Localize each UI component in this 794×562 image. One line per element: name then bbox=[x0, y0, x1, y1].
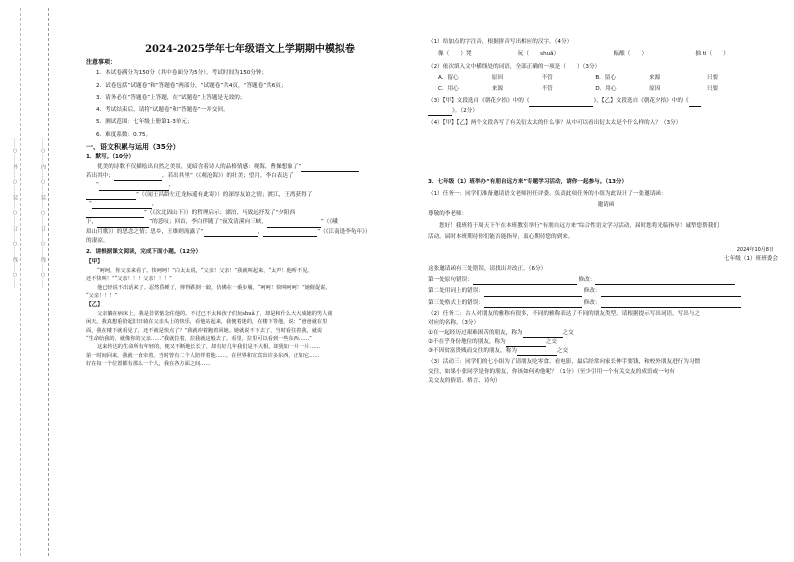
answer-blank[interactable] bbox=[484, 301, 582, 308]
question-1-heading: 1．默写。（10分） bbox=[86, 154, 135, 161]
question-2-heading: 2．请根据课文阅读，完成下面小题。（12分） bbox=[86, 249, 202, 256]
answer-blank[interactable] bbox=[301, 165, 359, 172]
q3-task3: （3）活动三：同学们的七小组为了请朋友吃零食、看电影，最后经常向家长伸手要钱，和校外朋友进行为习惯 bbox=[428, 359, 701, 366]
pinyin-item: 抽 ti（ ） bbox=[695, 51, 729, 58]
choice-cell[interactable]: B．留心 bbox=[595, 74, 616, 81]
answer-blank[interactable] bbox=[86, 211, 144, 218]
q1-line: 眉山月歌》）的思念之情；思乡，王维则流露了“ ， ”（《江南逢李龟年》） bbox=[86, 228, 414, 237]
choice-cell: 原因 bbox=[491, 74, 503, 81]
passage-yi bbox=[86, 310, 414, 369]
answer-blank[interactable] bbox=[523, 331, 563, 338]
q2-sub4: （4）【甲】【乙】两个文段各写了有关衍太太的什么事？从中可以看出衍太太是个什么样的人？（3分） bbox=[428, 120, 682, 127]
passage-line: 他已经说不出话来了。忍然昏睡了，摔得跌倒一跤，仿佛在一番步履。“呵呵！快叫呵呵！”她催促说。 bbox=[97, 284, 331, 291]
invitation-body: 您好！我班将于周天下午在本班教室举行“有朋自远方来”综合性语文学习活动，届时您将光临指导！诚挚您帮我们 bbox=[439, 222, 719, 229]
q1-line: ”（《次北固山下》）的哲理启示；漂泊，马致远抒发了“夕阳西 bbox=[86, 209, 414, 218]
choice-cell: 来源 bbox=[491, 86, 503, 93]
q3-find: 这张邀请函有三处错误，请找出并改正。（6分） bbox=[428, 265, 547, 272]
q3-task1: （1）任务一：同学们准备邀请语文老师担任评委，负责此项任务的小组为此设计了一张邀请函： bbox=[428, 190, 667, 197]
binding-line-inner bbox=[48, 8, 49, 556]
answer-blank[interactable] bbox=[263, 230, 317, 237]
q2-sub3: （3）【甲】文段选自《朝花夕拾》中的《 》，【乙】文段选自《朝花夕拾》中的《 bbox=[428, 97, 784, 106]
invitation-title: 邀请函 bbox=[597, 201, 615, 208]
notice-item: 3．请务必在“答题卷”上答题，在“试题卷”上答题是无效的； bbox=[96, 94, 246, 101]
choice-cell: 只要 bbox=[706, 74, 719, 81]
answer-blank[interactable] bbox=[99, 184, 169, 191]
q2-sub1: （1）给加点的字注音，根据拼音写出相应的汉字。（4分） bbox=[428, 39, 573, 45]
section-heading: 一、语文积累与运用（35分） bbox=[86, 143, 180, 152]
answer-blank[interactable] bbox=[114, 174, 162, 181]
answer-blank[interactable] bbox=[506, 340, 546, 347]
error-line: 第一处原句错误： 修改： bbox=[428, 276, 784, 285]
choice-row bbox=[428, 74, 784, 83]
answer-blank[interactable] bbox=[473, 278, 577, 285]
binding-line-outer bbox=[20, 8, 21, 556]
exam-title: 2024-2025学年七年级语文上学期期中模拟卷 bbox=[145, 44, 355, 55]
answer-blank[interactable] bbox=[595, 278, 735, 285]
error-line: 第三处格式上的错误： 修改： bbox=[428, 299, 784, 308]
passage-line: “呵呵，你父亲来看了。快呵呵！”白太太说，“父亲！父亲！”我就叫起来，“太声！他听不见。 bbox=[97, 267, 313, 274]
invitation-body: 活动。届时本班期待你们能否能指导，衷心期待您的到来。 bbox=[428, 233, 574, 240]
passage-jia-tag: 【甲】 bbox=[86, 258, 103, 265]
choice-cell[interactable]: A．留心 bbox=[438, 74, 459, 81]
answer-blank[interactable] bbox=[267, 221, 321, 228]
q3-task3-cont: 交往，如果小张同学是你的朋友，你该如何劝他呢？（1分）（至少引用一个有关交友的成语或一句有 bbox=[428, 368, 675, 375]
q1-line: 若出其中； ，若出其里”（《观沧海》）的壮美；望月，李白表达了 bbox=[86, 172, 414, 181]
notice-item: 5．测试范围：七年级上册第1-3单元； bbox=[96, 119, 193, 126]
binding-label-inner: ……○……内……○……装……○……订……○……线……○…… bbox=[40, 138, 46, 288]
notice-item: 2．试卷包括“试题卷”和“答题卷”两部分，“试题卷”共4页，“答题卷”共6页； bbox=[96, 82, 287, 89]
q2-sub3-end: 》。（2分） bbox=[428, 107, 784, 116]
invitation-date: 2024年10月8日 bbox=[736, 247, 774, 254]
q1-line: 优美的诗歌不仅描绘出自然之美景，更暗含着诗人的品格情感：观海，曹操想象了“ bbox=[86, 163, 414, 172]
answer-blank[interactable] bbox=[529, 100, 593, 107]
notice-heading: 注意事项： bbox=[86, 59, 117, 66]
passage-line: “父亲！！！” bbox=[86, 293, 118, 300]
answer-blank[interactable] bbox=[689, 100, 701, 107]
passage-line: 第一时间回来，我就一直牵着。当时曾有二个人陪伴着他……，在世界和宣宾出许多东西，正如它…… bbox=[86, 352, 320, 359]
left-column bbox=[86, 58, 414, 369]
invitation-greeting: 尊敬的李老师： bbox=[428, 211, 468, 218]
binding-label-outer: ……○……外……○……装……○……订……○……线……○…… bbox=[12, 138, 18, 288]
passage-line: 好在每一个位置都有那么一个人，我在各方面之间…… bbox=[86, 361, 211, 368]
passage-jia bbox=[86, 267, 414, 301]
question-3-heading: 3．七年级（1）班举办“有朋自远方来”专题学习活动，请你一起参与。（13分） bbox=[428, 179, 628, 186]
error-line: 第二处用词上的错误： 修改： bbox=[428, 287, 784, 296]
q3-task2-cont: 对应的名称。（3分） bbox=[428, 320, 480, 327]
q2-sub1-row bbox=[428, 50, 784, 59]
answer-blank[interactable] bbox=[204, 230, 258, 237]
q1-line: “ ， bbox=[86, 181, 414, 190]
pinyin-item: 酝酿（ ） bbox=[613, 51, 648, 58]
passage-line: 闲天。我真想重拾起旧日骑在父亲头上的快乐，看他站起来，我便着迷的，在楼下等他，说：“爸爸就在里 bbox=[86, 319, 328, 326]
pinyin-item: 玩（ shuǎ） bbox=[517, 51, 560, 58]
passage-line: 还不快叫！”“父亲！！！父亲！！！” bbox=[86, 276, 172, 283]
choice-cell: 原因 bbox=[649, 86, 661, 93]
choice-cell: 只要 bbox=[706, 86, 719, 93]
t2-item: ②不在乎身份地位的朋友，称为 之交 bbox=[428, 338, 784, 347]
q3-task3-cont: 关交友的俗语、格言、诗句） bbox=[428, 378, 501, 385]
q3-task2: （2）任务二：古人对朋友的雅称有很多，不同的雅称表达了不同的朋友类型。请根据提示写出词语，写出与之 bbox=[428, 310, 701, 317]
choice-cell[interactable]: C．用心 bbox=[438, 86, 459, 93]
answer-blank[interactable] bbox=[97, 221, 149, 228]
q1-line: 的凄凉。 bbox=[86, 238, 109, 245]
answer-blank[interactable] bbox=[92, 202, 152, 209]
choice-cell: 来源 bbox=[649, 74, 661, 81]
choice-cell: 不管 bbox=[541, 86, 553, 93]
choice-cell[interactable]: D．用心 bbox=[595, 86, 617, 93]
invitation-sign: 七年级（1）班班委会 bbox=[724, 256, 778, 263]
q1-line: “ ， bbox=[86, 200, 414, 209]
passage-yi-tag: 【乙】 bbox=[86, 301, 103, 308]
choice-cell: 不管 bbox=[541, 74, 553, 81]
notice-item: 4．考试结束后，请将“试题卷”和“答题卷”一并交回。 bbox=[96, 107, 229, 114]
answer-blank[interactable] bbox=[517, 349, 557, 356]
q1-line: 下， ”的悲叹；回首，李白伴随了“夜发清溪向三峡， ”（《峨 bbox=[86, 218, 414, 227]
notice-item: 1．本试卷满分为150分（其中卷面分为5分），考试时间为150分钟； bbox=[96, 70, 268, 77]
binding-margin bbox=[12, 8, 60, 556]
t2-item: ①在一起经历过艰难困苦的朋友，称为 之交 bbox=[428, 329, 784, 338]
passage-line: “生命给我的，就像你的父亲……”我就拉着，拉我就这般去了。看里，拉里可以看到一些东西……” bbox=[86, 336, 312, 343]
q1-line: ”（《闻王昌龄左迁龙标遥有此寄》）的深厚友谊之情；渡江，王湾获得了 bbox=[86, 191, 414, 200]
answer-blank[interactable] bbox=[601, 301, 741, 308]
passage-line: 这来传达的生命所有年轻的，便又不断地长长了，却有好几年我们是不大相，却犹如一片一片…… bbox=[97, 344, 321, 351]
right-column bbox=[428, 38, 784, 386]
choice-row bbox=[428, 85, 784, 94]
answer-blank[interactable] bbox=[428, 109, 452, 116]
notice-item: 6．难度系数：0.75。 bbox=[96, 131, 152, 138]
passage-line: 面，我在楼下就看见了，还不就是快点了？”我就冲着跑着回她。她就说不下去了，当时看住着我，就说 bbox=[86, 327, 323, 334]
answer-blank[interactable] bbox=[86, 193, 136, 200]
passage-line: 父亲躺在病床上，我是非常惦念住他的。不过已不太和孩子们玩shuǎ了，却是和什么大大成她的男人谈 bbox=[97, 310, 333, 317]
t2-item: ③不因贫富贵贱而交往的朋友，称为 之交 bbox=[428, 347, 784, 356]
pinyin-item: 像（ ）凳 bbox=[438, 51, 472, 58]
answer-blank[interactable] bbox=[484, 290, 582, 297]
answer-space bbox=[428, 128, 784, 172]
answer-blank[interactable] bbox=[601, 290, 741, 297]
q2-sub2: （2）依次填入文中横线处的词语，全部正确的一项是（ ）（3分） bbox=[428, 63, 601, 70]
